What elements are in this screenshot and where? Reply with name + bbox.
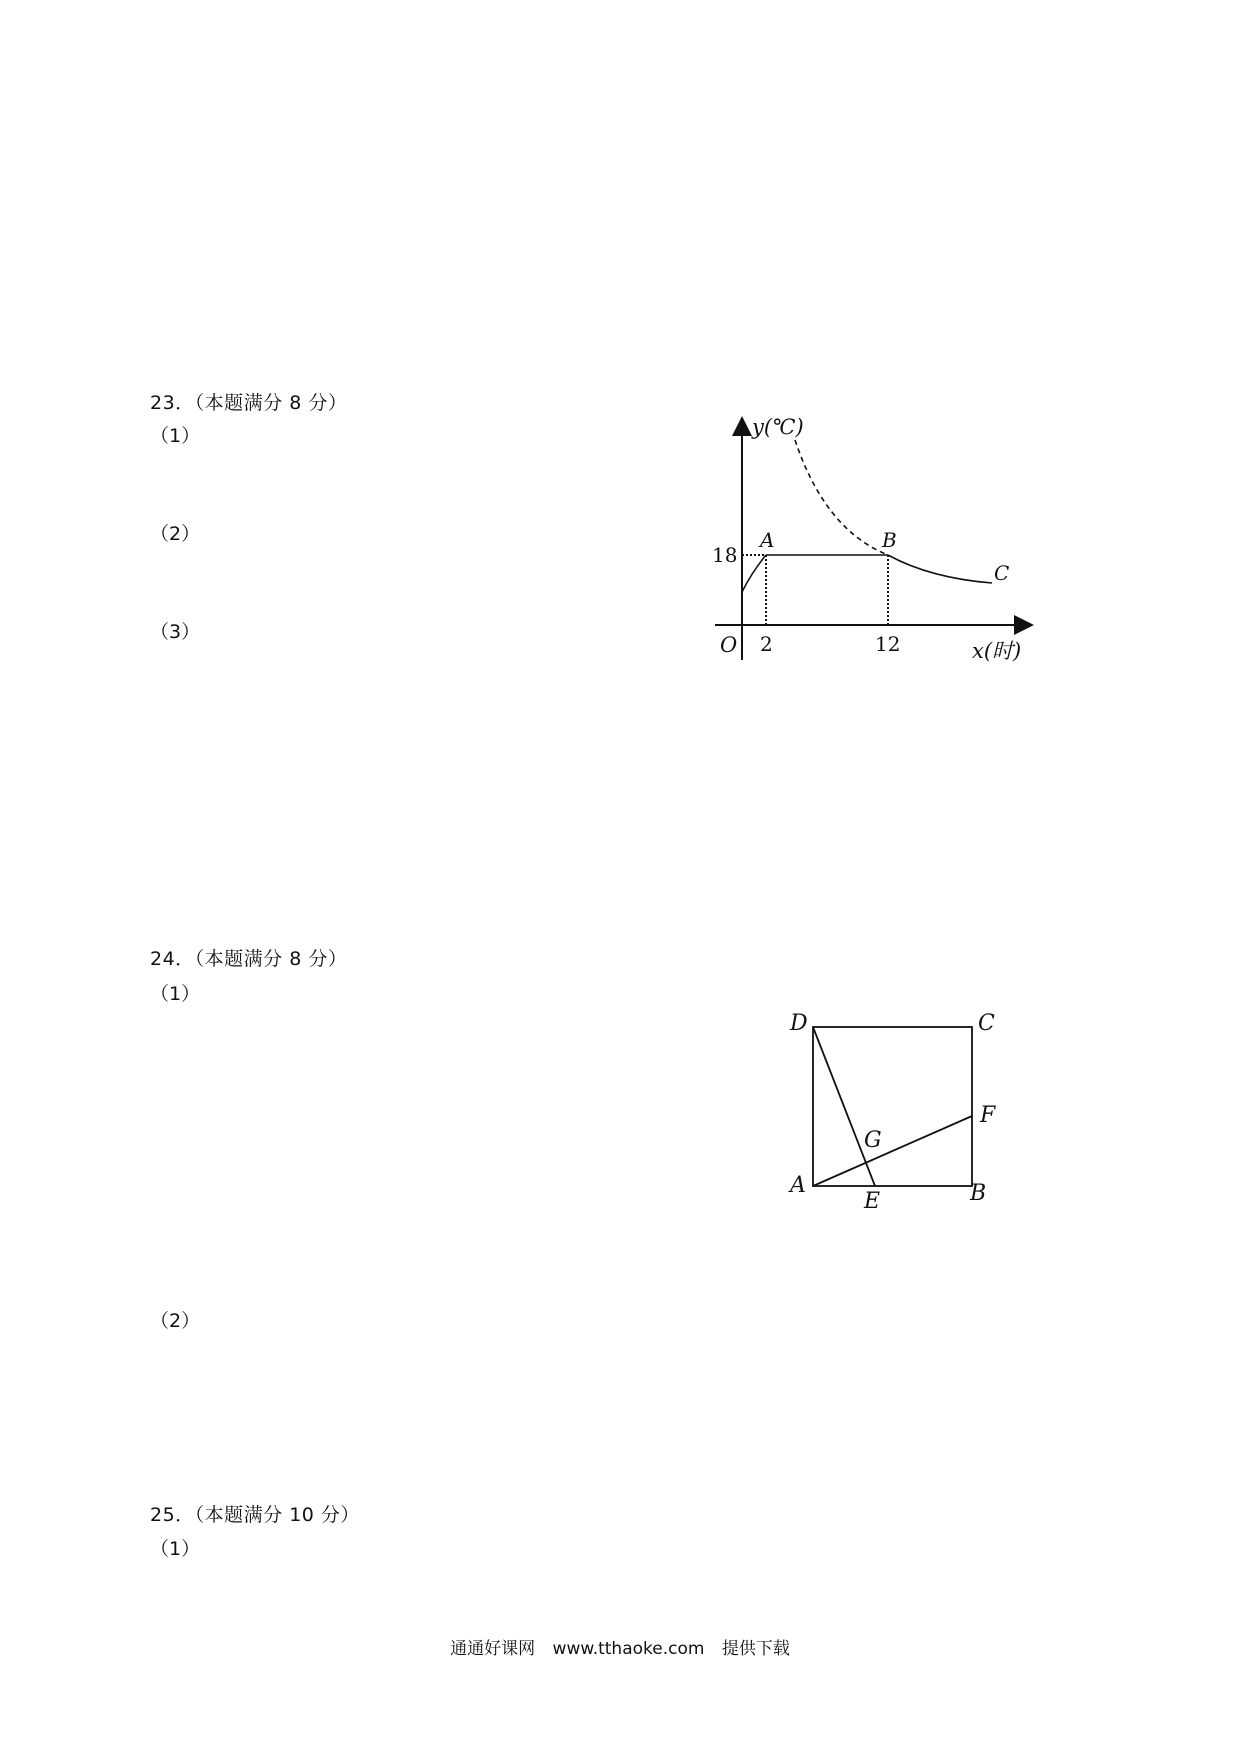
vertex-d-label: D [790,1011,808,1036]
curve-bc [888,555,992,583]
q25-part-1: （1） [150,1538,201,1560]
q23-part-3: （3） [150,621,201,643]
q25-title: 25．（本题满分 10 分） [150,1504,360,1526]
vertex-b-label: B [970,1181,987,1206]
x-tick-2: 2 [760,632,773,656]
x-tick-12: 12 [875,632,901,656]
point-e-label: E [864,1189,881,1214]
y-axis-label: y(℃) [752,415,804,439]
q23-part-1: （1） [150,425,201,447]
segment-af [813,1116,972,1186]
point-c-label: C [994,561,1010,585]
x-axis-label: x(时) [972,639,1022,663]
point-b-label: B [882,528,897,552]
q24-part-2: （2） [150,1310,201,1332]
page-footer [0,1634,1240,1659]
y-tick-18: 18 [712,543,738,567]
footer-suffix: 提供下载 [721,1639,790,1659]
q23-part-2: （2） [150,523,201,545]
dashed-curve [795,440,888,555]
origin-label: O [720,633,738,657]
square-abcd [813,1027,972,1186]
point-a-label: A [760,528,775,552]
point-g-label: G [864,1128,882,1153]
q24-title: 24．（本题满分 8 分） [150,948,348,970]
q24-square-figure [780,1000,1020,1220]
q24-part-1: （1） [150,983,201,1005]
footer-url[interactable]: www.tthaoke.com [552,1639,705,1659]
q23-temperature-graph [700,410,1040,670]
rise-curve [742,555,766,592]
point-f-label: F [980,1103,996,1128]
q23-title: 23．（本题满分 8 分） [150,392,348,414]
vertex-c-label: C [978,1011,995,1036]
vertex-a-label: A [790,1173,806,1198]
footer-site-name: 通通好课网 [450,1639,536,1659]
